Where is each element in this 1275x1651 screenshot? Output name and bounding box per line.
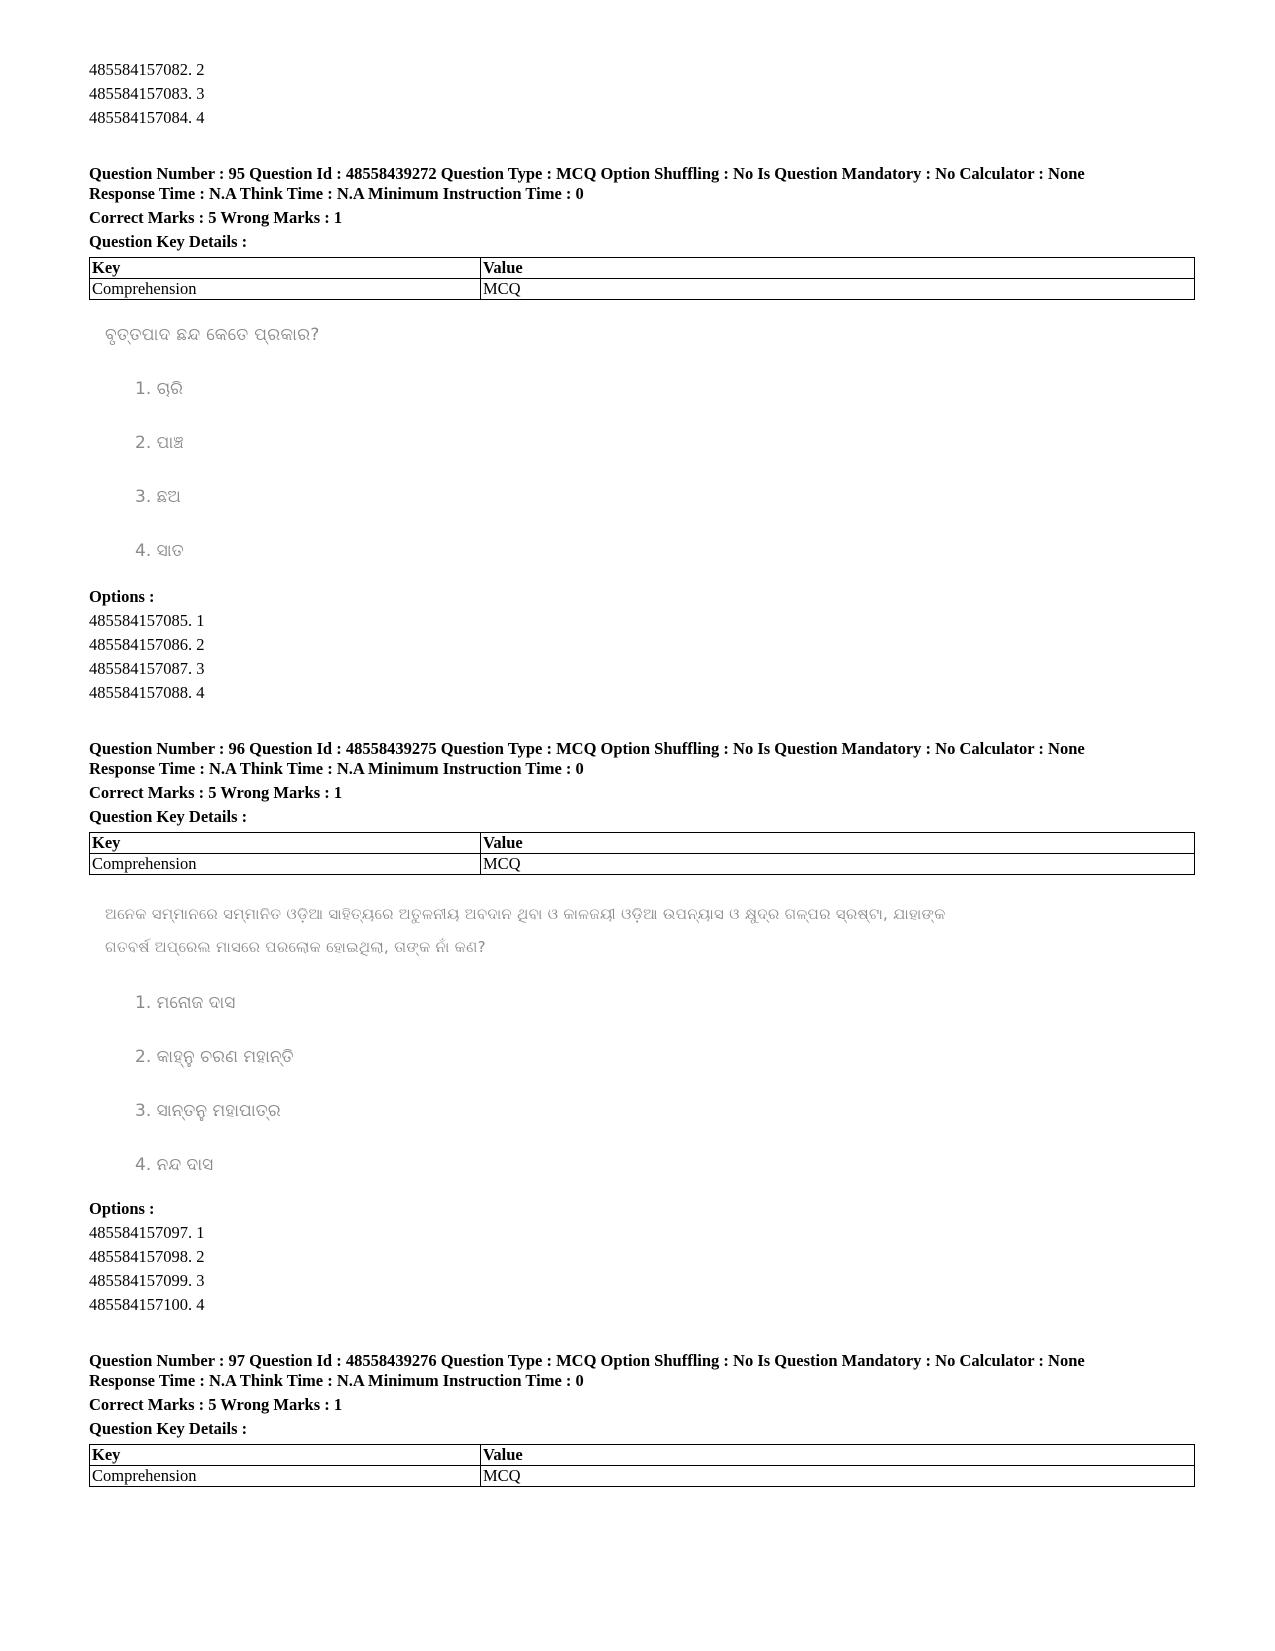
option-line: 485584157083. 3 xyxy=(89,84,205,103)
table-cell-value: MCQ xyxy=(481,1466,1195,1487)
option-line: 485584157098. 2 xyxy=(89,1247,205,1266)
question-header-line2: Response Time : N.A Think Time : N.A Minimum Instruction Time : 0 xyxy=(89,759,584,778)
option-line: 485584157084. 4 xyxy=(89,108,205,127)
table-header-value: Value xyxy=(481,1445,1195,1466)
key-details-table xyxy=(89,832,1195,875)
table-header-key: Key xyxy=(90,833,481,854)
question-text-line2: ଗତବର୍ଷ ଅପ୍ରେଲ ମାସରେ ପରଲୋକ ହୋଇଥିଲା, ତାଙ୍କ ନାଁ କଣ? xyxy=(105,938,486,956)
option-line: 485584157099. 3 xyxy=(89,1271,205,1290)
key-details-label: Question Key Details : xyxy=(89,1419,248,1438)
choice-1: 1. ମନୋଜ ଦାସ xyxy=(135,993,236,1013)
option-line: 485584157085. 1 xyxy=(89,611,205,630)
choice-2: 2. ପାଞ୍ଚ xyxy=(135,433,184,453)
option-line: 485584157088. 4 xyxy=(89,683,205,702)
choice-4: 4. ନନ୍ଦ ଦାସ xyxy=(135,1155,214,1175)
choice-4: 4. ସାତ xyxy=(135,541,184,561)
table-header-value: Value xyxy=(481,258,1195,279)
option-line: 485584157087. 3 xyxy=(89,659,205,678)
table-cell-value: MCQ xyxy=(481,279,1195,300)
options-label: Options : xyxy=(89,1199,155,1218)
table-cell-key: Comprehension xyxy=(90,279,481,300)
question-text: ବୃତ୍ତପାଦ ଛନ୍ଦ କେତେ ପ୍ରକାର? xyxy=(105,325,320,345)
marks-line: Correct Marks : 5 Wrong Marks : 1 xyxy=(89,1395,343,1414)
key-details-table xyxy=(89,1444,1195,1487)
options-label: Options : xyxy=(89,587,155,606)
marks-line: Correct Marks : 5 Wrong Marks : 1 xyxy=(89,208,343,227)
choice-1: 1. ଚାରି xyxy=(135,379,184,399)
choice-2: 2. କାହ୍ନୁ ଚରଣ ମହାନ୍ତି xyxy=(135,1047,294,1067)
option-line: 485584157086. 2 xyxy=(89,635,205,654)
table-header-key: Key xyxy=(90,1445,481,1466)
question-header-line1: Question Number : 95 Question Id : 48558439272 Question Type : MCQ Option Shuffling : No Is Question Mandatory : No Calculator : None xyxy=(89,164,1085,183)
marks-line: Correct Marks : 5 Wrong Marks : 1 xyxy=(89,783,343,802)
option-line: 485584157082. 2 xyxy=(89,60,205,79)
table-header-key: Key xyxy=(90,258,481,279)
question-header-line1: Question Number : 96 Question Id : 48558439275 Question Type : MCQ Option Shuffling : No Is Question Mandatory : No Calculator : None xyxy=(89,739,1085,758)
choice-3: 3. ସାନ୍ତନୁ ମହାପାତ୍ର xyxy=(135,1101,281,1121)
table-header-value: Value xyxy=(481,833,1195,854)
key-details-table xyxy=(89,257,1195,300)
table-cell-value: MCQ xyxy=(481,854,1195,875)
table-cell-key: Comprehension xyxy=(90,854,481,875)
key-details-label: Question Key Details : xyxy=(89,232,248,251)
question-header-line2: Response Time : N.A Think Time : N.A Minimum Instruction Time : 0 xyxy=(89,1371,584,1390)
option-line: 485584157097. 1 xyxy=(89,1223,205,1242)
table-cell-key: Comprehension xyxy=(90,1466,481,1487)
choice-3: 3. ଛଅ xyxy=(135,487,181,507)
question-text-line1: ଅନେକ ସମ୍ମାନରେ ସମ୍ମାନିତ ଓଡ଼ିଆ ସାହିତ୍ୟରେ ଅତୁଳନୀୟ ଅବଦାନ ଥିବା ଓ କାଳଜୟୀ ଓଡ଼ିଆ ଉପନ୍ୟାସ ଓ କ୍ଷୁଦ୍ର ଗଳ୍ପର ସ୍ରଷ୍ଟା, ଯାହାଙ୍କ xyxy=(105,905,946,923)
option-line: 485584157100. 4 xyxy=(89,1295,205,1314)
question-header-line2: Response Time : N.A Think Time : N.A Minimum Instruction Time : 0 xyxy=(89,184,584,203)
question-header-line1: Question Number : 97 Question Id : 48558439276 Question Type : MCQ Option Shuffling : No Is Question Mandatory : No Calculator : None xyxy=(89,1351,1085,1370)
key-details-label: Question Key Details : xyxy=(89,807,248,826)
